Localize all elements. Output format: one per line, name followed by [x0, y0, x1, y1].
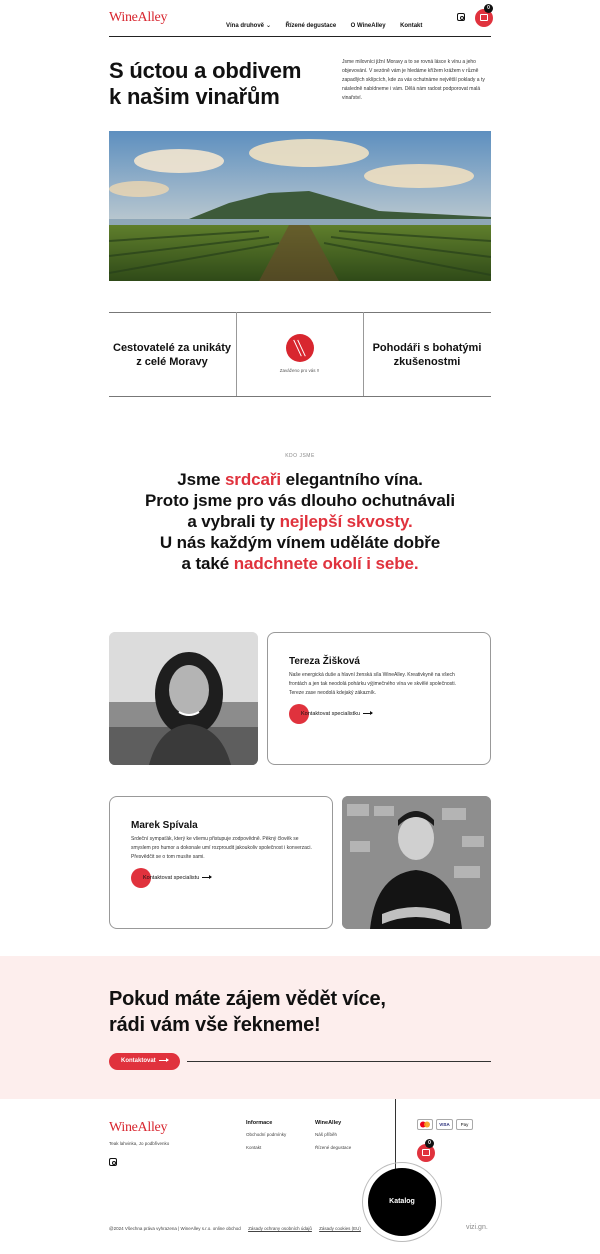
cart-count-badge: 0: [484, 4, 493, 13]
stats-divider: [236, 312, 237, 396]
cart-count-badge: 0: [425, 1139, 434, 1148]
nav-item-about[interactable]: O WineAlley: [350, 23, 386, 29]
button-label: Kontaktovat: [121, 1058, 156, 1064]
chevron-down-icon: ⌄: [266, 23, 272, 29]
person-name: Marek Spívala: [131, 820, 198, 831]
nav-label: Vína druhově: [226, 23, 265, 29]
stats-top-rule: [109, 312, 491, 313]
mission-line: [0, 553, 600, 574]
copyright: @2024 Všechna práva vyhrazena | WineAlley s.r.o. online obchod: [109, 1226, 241, 1231]
text: elegantního vína.: [280, 470, 423, 489]
nav-item-contact[interactable]: Kontakt: [400, 23, 423, 29]
visa-icon: VISA: [436, 1119, 453, 1130]
marek-photo: [342, 796, 491, 929]
contact-specialist-link[interactable]: [301, 711, 523, 717]
footer-link-terms[interactable]: Obchodní podmínky: [246, 1132, 287, 1137]
cta-line: rádi vám vše řekneme!: [109, 1014, 321, 1036]
privacy-link[interactable]: Zásady ochrany osobních údajů: [248, 1226, 312, 1231]
highlight: srdcaři: [224, 470, 281, 489]
tereza-card: [267, 632, 491, 765]
arrow-right-icon: [363, 713, 372, 714]
mastercard-icon: [417, 1119, 433, 1130]
person-bio: Srdeční sympaťák, který ke všemu přistupuje zodpovědně. Pěkný člověk se smyslem pro humor a dokonale umí rozproudit jakoukoliv společnost i konverzaci. Přesvědčit se o tom musíte sami.: [131, 836, 312, 860]
footer-col-info-heading: Informace: [246, 1120, 273, 1126]
vineyard-photo: [109, 131, 491, 281]
cta-title: [109, 986, 386, 1038]
stats-divider: [363, 312, 364, 396]
mission-line: [0, 469, 600, 490]
basket-icon: [422, 1149, 430, 1156]
title-line: S úctou a obdivem: [109, 58, 302, 83]
person-bio: Naše energická duše a hlavní ženská síla WineAlley. Kreativkyně na všech frontách a jen tak neodolá pohárku výjimečného vína ve skvělé společnosti. Tereze zase neodolá kdejaký zákazník.: [289, 672, 457, 696]
cookies-link[interactable]: Zásady cookies (EU): [319, 1226, 361, 1231]
link-label: Kontaktovat specialistu: [143, 875, 200, 881]
main-nav: [226, 14, 432, 32]
text: Jsme: [177, 470, 225, 489]
arrow-right-icon: [202, 877, 211, 878]
nav-item-wines[interactable]: [226, 23, 271, 29]
text: a vybrali ty: [187, 512, 280, 531]
arrow-right-icon: [159, 1060, 168, 1061]
marek-card: [109, 796, 333, 929]
agency-credit[interactable]: vizi.gn.: [466, 1224, 488, 1231]
page-title: [109, 58, 301, 110]
cta-line: Pokud máte zájem vědět více,: [109, 988, 386, 1010]
highlight: nadchnete okolí i sebe.: [233, 554, 419, 573]
wine-alley-emblem-icon: [286, 334, 314, 362]
tereza-photo: [109, 632, 258, 765]
contact-button[interactable]: [109, 1053, 180, 1070]
stat-experience: Pohodáři s bohatými zkušenostmi: [372, 342, 482, 368]
header-divider: [109, 36, 491, 37]
apple-pay-icon: Pay: [456, 1119, 473, 1130]
stat-travellers: Cestovatelé za unikáty z celé Moravy: [113, 342, 231, 368]
person-name: Tereza Žišková: [289, 656, 360, 667]
link-label: Kontaktovat specialistku: [301, 711, 361, 717]
emblem-caption: Zaváženo pro vás !!: [279, 368, 320, 373]
cart-button[interactable]: [475, 5, 493, 27]
mission-line: U nás každým vínem uděláte dobře: [159, 533, 441, 552]
mission-statement: [0, 469, 600, 574]
logo[interactable]: WineAlley: [109, 10, 168, 25]
mission-line: [0, 511, 600, 532]
footer-tagline: Teak lahvinka, Jo podbřivenko: [109, 1141, 170, 1146]
footer-cart-button[interactable]: [417, 1140, 435, 1162]
section-kicker: KDO JSME: [285, 453, 315, 459]
footer-link-contact[interactable]: Kontakt: [246, 1145, 262, 1150]
nav-item-tastings[interactable]: Řízené degustace: [285, 23, 337, 29]
stats-bottom-rule: [109, 396, 491, 397]
instagram-icon[interactable]: [109, 1158, 117, 1166]
text: a také: [181, 554, 234, 573]
footer-link-tastings[interactable]: Řízené degustace: [315, 1145, 352, 1150]
title-line: k našim vinařům: [109, 84, 280, 109]
footer-col-brand-heading: WineAlley: [315, 1120, 342, 1126]
contact-specialist-link[interactable]: [143, 875, 365, 881]
hero-description: Jsme milovníci jižní Moravy a to se rovná lásce k vínu a jeho objevování. V sezóně vám je hledáme křížem krážem v různě zapadlých sklípcích, kde za vás ochutnáme největší poklady a ty následně nabídneme i vám. Dělá nám radost podporovat malá vinařství.: [342, 59, 485, 101]
catalog-button[interactable]: Katalog: [368, 1168, 436, 1236]
legal-bar: [109, 1226, 361, 1231]
footer-logo[interactable]: WineAlley: [109, 1120, 168, 1135]
mission-line: Proto jsme pro vás dlouho ochutnávali: [145, 491, 455, 510]
footer-link-story[interactable]: Náš příběh: [315, 1132, 338, 1137]
instagram-icon[interactable]: [457, 13, 465, 21]
cta-rule: [187, 1061, 491, 1062]
basket-icon: [480, 14, 488, 21]
highlight: nejlepší skvosty.: [279, 512, 413, 531]
